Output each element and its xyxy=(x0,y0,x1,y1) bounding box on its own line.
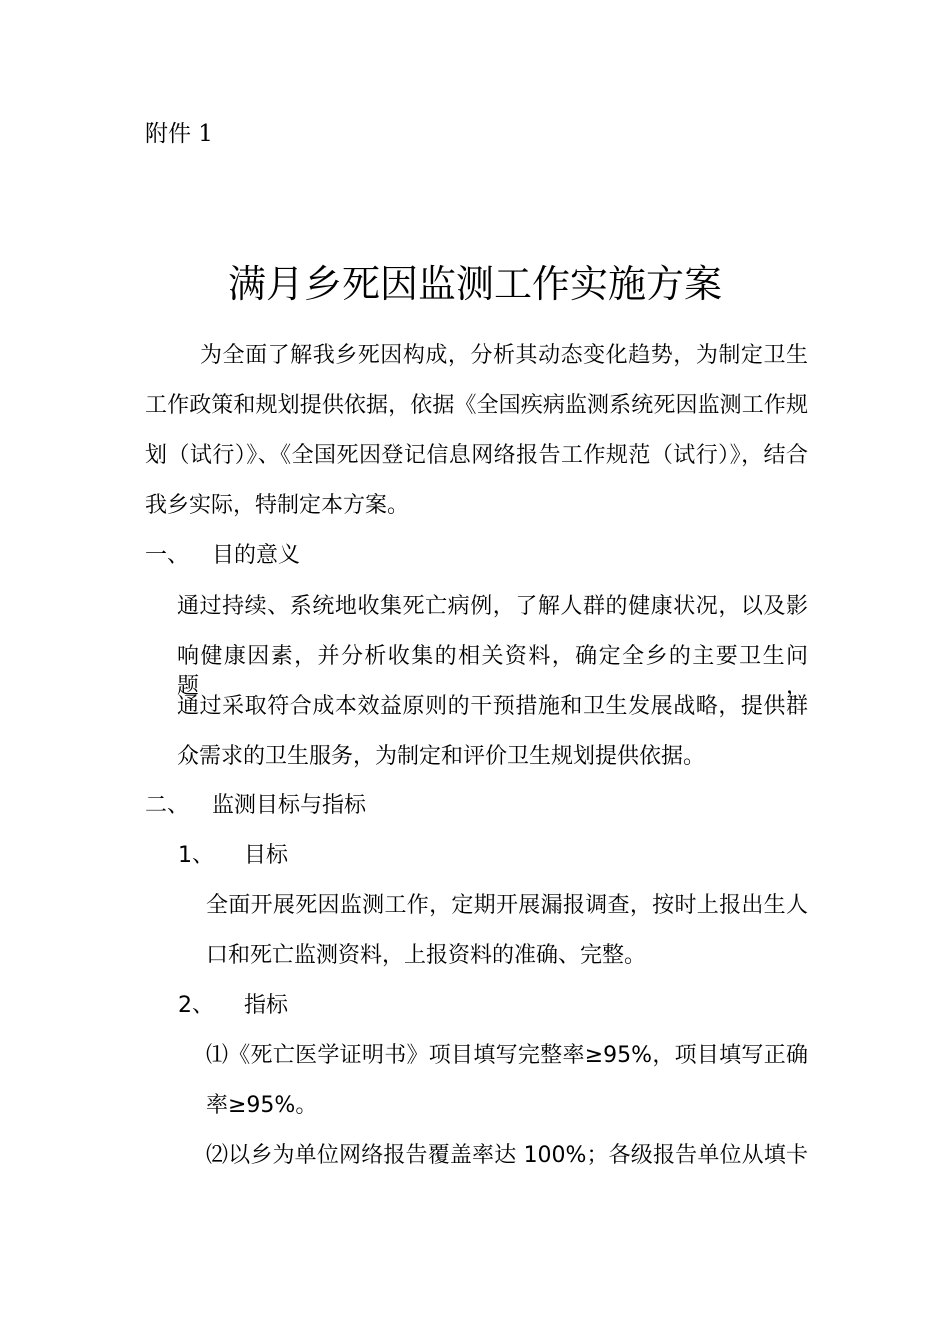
intro-line: 为全面了解我乡死因构成，分析其动态变化趋势，为制定卫生 xyxy=(200,343,808,368)
paragraph-line: 通过采取符合成本效益原则的干预措施和卫生发展战略，提供群 xyxy=(177,694,808,719)
paragraph-line: 众需求的卫生服务，为制定和评价卫生规划提供依据。 xyxy=(177,744,706,769)
subsection-number: 2、 xyxy=(178,993,214,1018)
intro-line: 划（试行）》、《全国死因登记信息网络报告工作规范（试行）》，结合 xyxy=(145,443,808,468)
section-number: 一、 xyxy=(145,543,190,568)
intro-line: 工作政策和规划提供依据，依据《全国疾病监测系统死因监测工作规 xyxy=(145,393,808,418)
section-heading: 监测目标与指标 xyxy=(212,793,367,818)
document-title: 满月乡死因监测工作实施方案 xyxy=(227,262,722,306)
attachment-label: 附件 1 xyxy=(145,121,213,147)
subsection-heading: 目标 xyxy=(244,843,289,868)
paragraph-line: 率≥95%。 xyxy=(206,1093,318,1118)
paragraph-line: 响健康因素，并分析收集的相关资料，确定全乡的主要卫生问题， xyxy=(177,644,808,699)
paragraph-line: 通过持续、系统地收集死亡病例，了解人群的健康状况，以及影 xyxy=(177,594,808,619)
paragraph-line: 口和死亡监测资料，上报资料的准确、完整。 xyxy=(206,943,647,968)
paragraph-line: ⑵以乡为单位网络报告覆盖率达 100%；各级报告单位从填卡 xyxy=(206,1143,808,1168)
subsection-heading: 指标 xyxy=(244,993,289,1018)
section-heading: 目的意义 xyxy=(212,543,301,568)
subsection-number: 1、 xyxy=(178,843,214,868)
intro-line: 我乡实际，特制定本方案。 xyxy=(145,493,410,518)
section-number: 二、 xyxy=(145,793,190,818)
paragraph-line: 全面开展死因监测工作，定期开展漏报调查，按时上报出生人 xyxy=(206,893,808,918)
paragraph-line: ⑴《死亡医学证明书》项目填写完整率≥95%，项目填写正确 xyxy=(206,1043,808,1068)
